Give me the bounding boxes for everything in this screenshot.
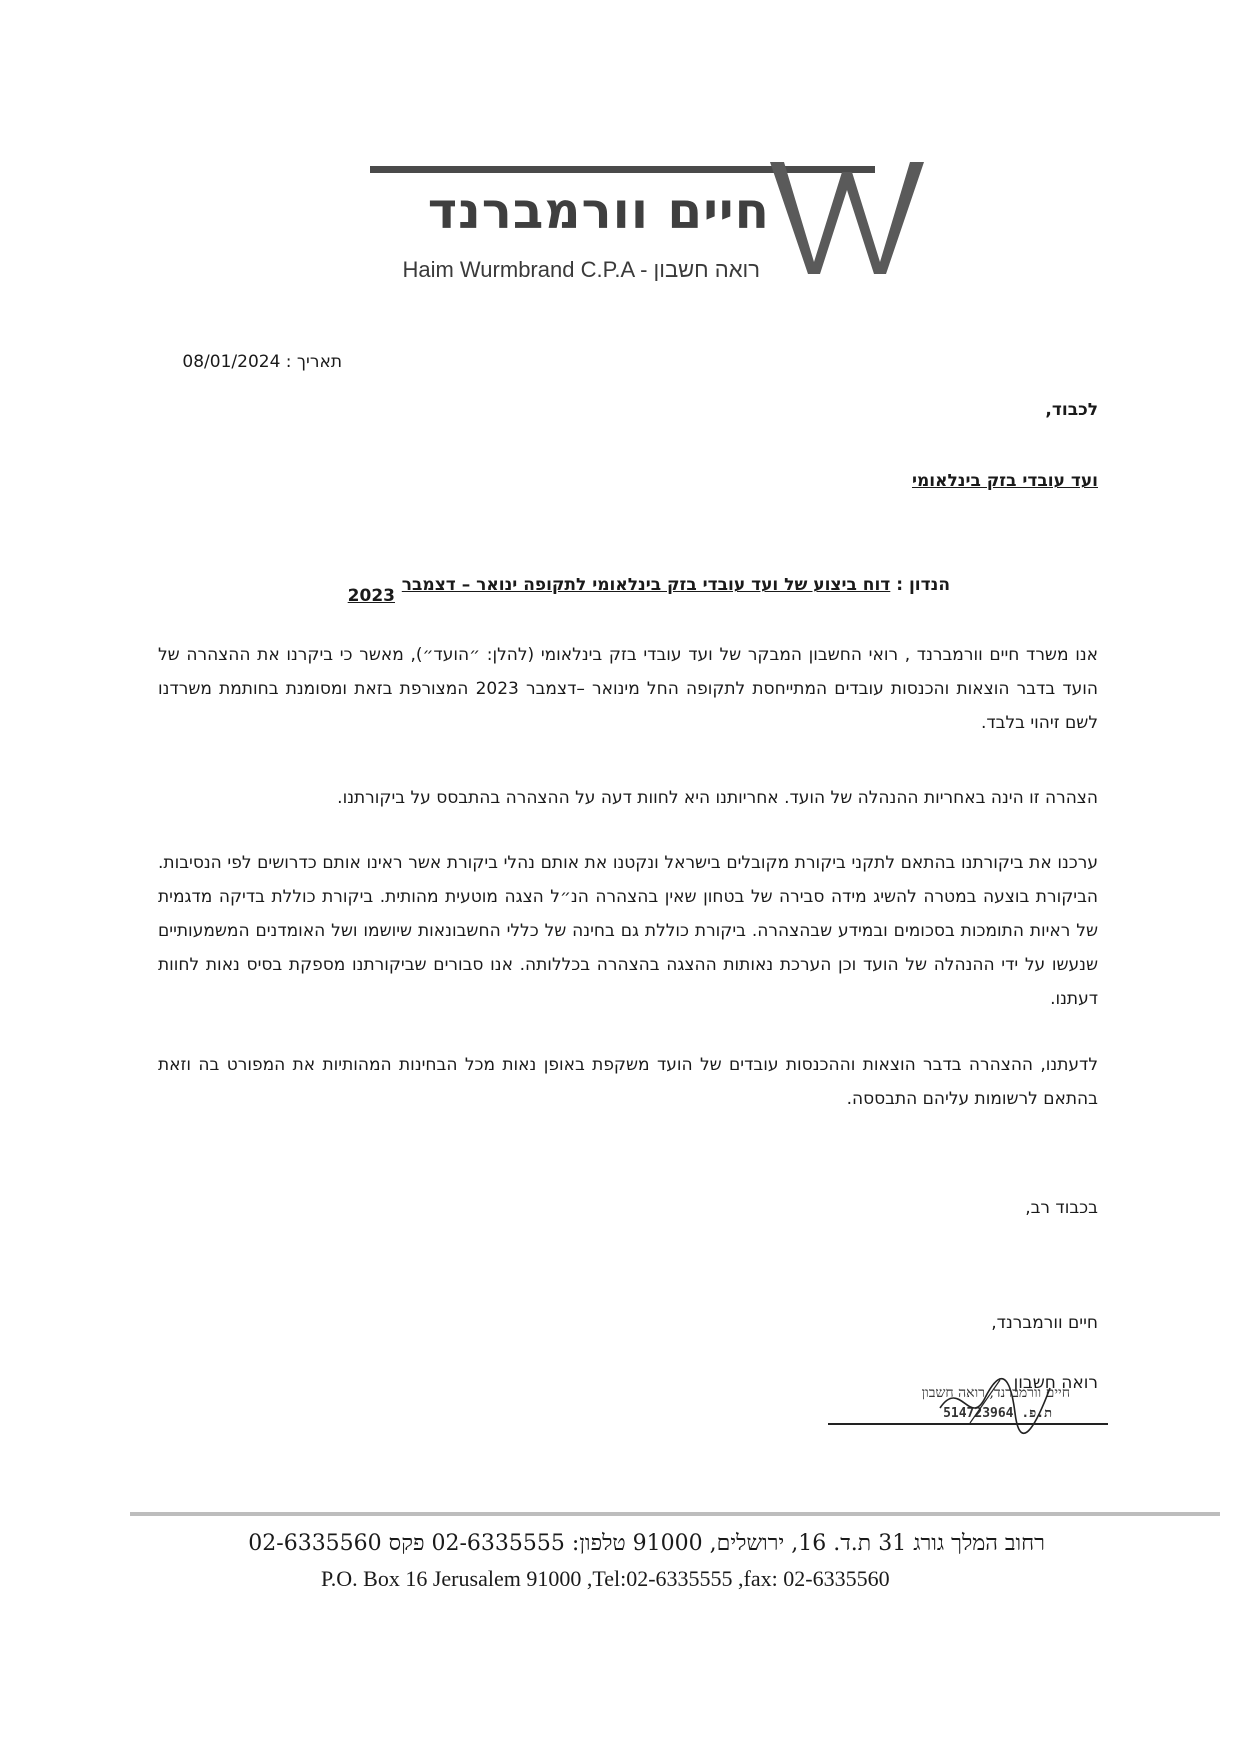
company-name-hebrew: חיים וורמברנד (427, 182, 770, 240)
signatory-name: חיים וורמברנד, (991, 1313, 1098, 1333)
subject-line (402, 575, 950, 595)
stamp-name: חיים וורמברנד, רואה חשבון (921, 1385, 1070, 1401)
company-subtitle: Haim Wurmbrand C.P.A - רואה חשבון (402, 257, 760, 282)
paragraph-responsibility: הצהרה זו הינה באחריות ההנהלה של הועד. אחריותנו היא לחוות דעה על ההצהרה בהתבסס על ביקורתנו. (337, 788, 1098, 808)
paragraph-audit-scope: אנו משרד חיים וורמברנד , רואי החשבון המבקר של ועד עובדי בזק בינלאומי (להלן: ״הועד״), מאשר כי ביקרנו את ההצהרה של הועד בדבר הוצאות והכנסות עובדים המתייחסת לתקופה החל מינואר –דצמבר 2023 המצורפת בזאת ומסומנת בחותמת משרדנו לשם זיהוי בלבד. (158, 645, 1098, 733)
date-line: תאריך : 08/01/2024 (182, 352, 342, 372)
closing: בכבוד רב, (1025, 1198, 1098, 1218)
subject-label: הנדון : (890, 575, 950, 595)
addressee: ועד עובדי בזק בינלאומי (911, 471, 1098, 491)
subject-text: דוח ביצוע של ועד עובדי בזק בינלאומי לתקופה ינואר – דצמבר (401, 575, 891, 595)
paragraph-opinion: לדעתנו, ההצהרה בדבר הוצאות וההכנסות עובדים של הועד משקפת באופן נאות מכל הבחינות המהותיות את המפורט בה וזאת בהתאם לרשומות עליהם התבססה. (158, 1055, 1098, 1109)
w-logo-icon (770, 150, 930, 278)
footer-address-english: P.O. Box 16 Jerusalem 91000 ,Tel:02-6335555 ,fax: 02-6335560 (321, 1566, 890, 1591)
handwritten-signature (930, 1368, 1070, 1438)
paragraph-audit-standards: ערכנו את ביקורתנו בהתאם לתקני ביקורת מקובלים בישראל ונקטנו את אותם נהלי ביקורת אשר ראינו אותם כדרושים לפי הנסיבות. הביקורת בוצעה במטרה להשיג מידה סבירה של בטחון שאין בהצהרה הנ״ל הצגה מוטעית מהותית. ביקורת כוללת בדיקה מדגמית של ראיות התומכות בסכומים ובמידע שבהצהרה. ביקורת כוללת גם בחינה של כללי החשבונאות שיושמו ושל האומדנים המשמעותיים שנעשו על ידי ההנהלה של הועד וכן הערכת נאותות ההצגה בהצהרה בכללותה. אנו סבורים שביקורתנו מספקת בסיס נאות לחוות דעתנו. (158, 853, 1098, 1009)
signature-underline (828, 1423, 1108, 1425)
stamp-id: ת.פ. 514723964 (943, 1406, 1052, 1421)
footer-address-hebrew: רחוב המלך גורג 31 ת.ד. 16, ירושלים, 91000 טלפון: 02-6335555 פקס 02-6335560 (248, 1531, 1045, 1556)
subject-year: 2023 (347, 586, 395, 606)
salutation: לכבוד, (1045, 400, 1098, 420)
footer-rule (130, 1512, 1220, 1516)
signatory-title: רואה חשבון (1013, 1373, 1098, 1393)
